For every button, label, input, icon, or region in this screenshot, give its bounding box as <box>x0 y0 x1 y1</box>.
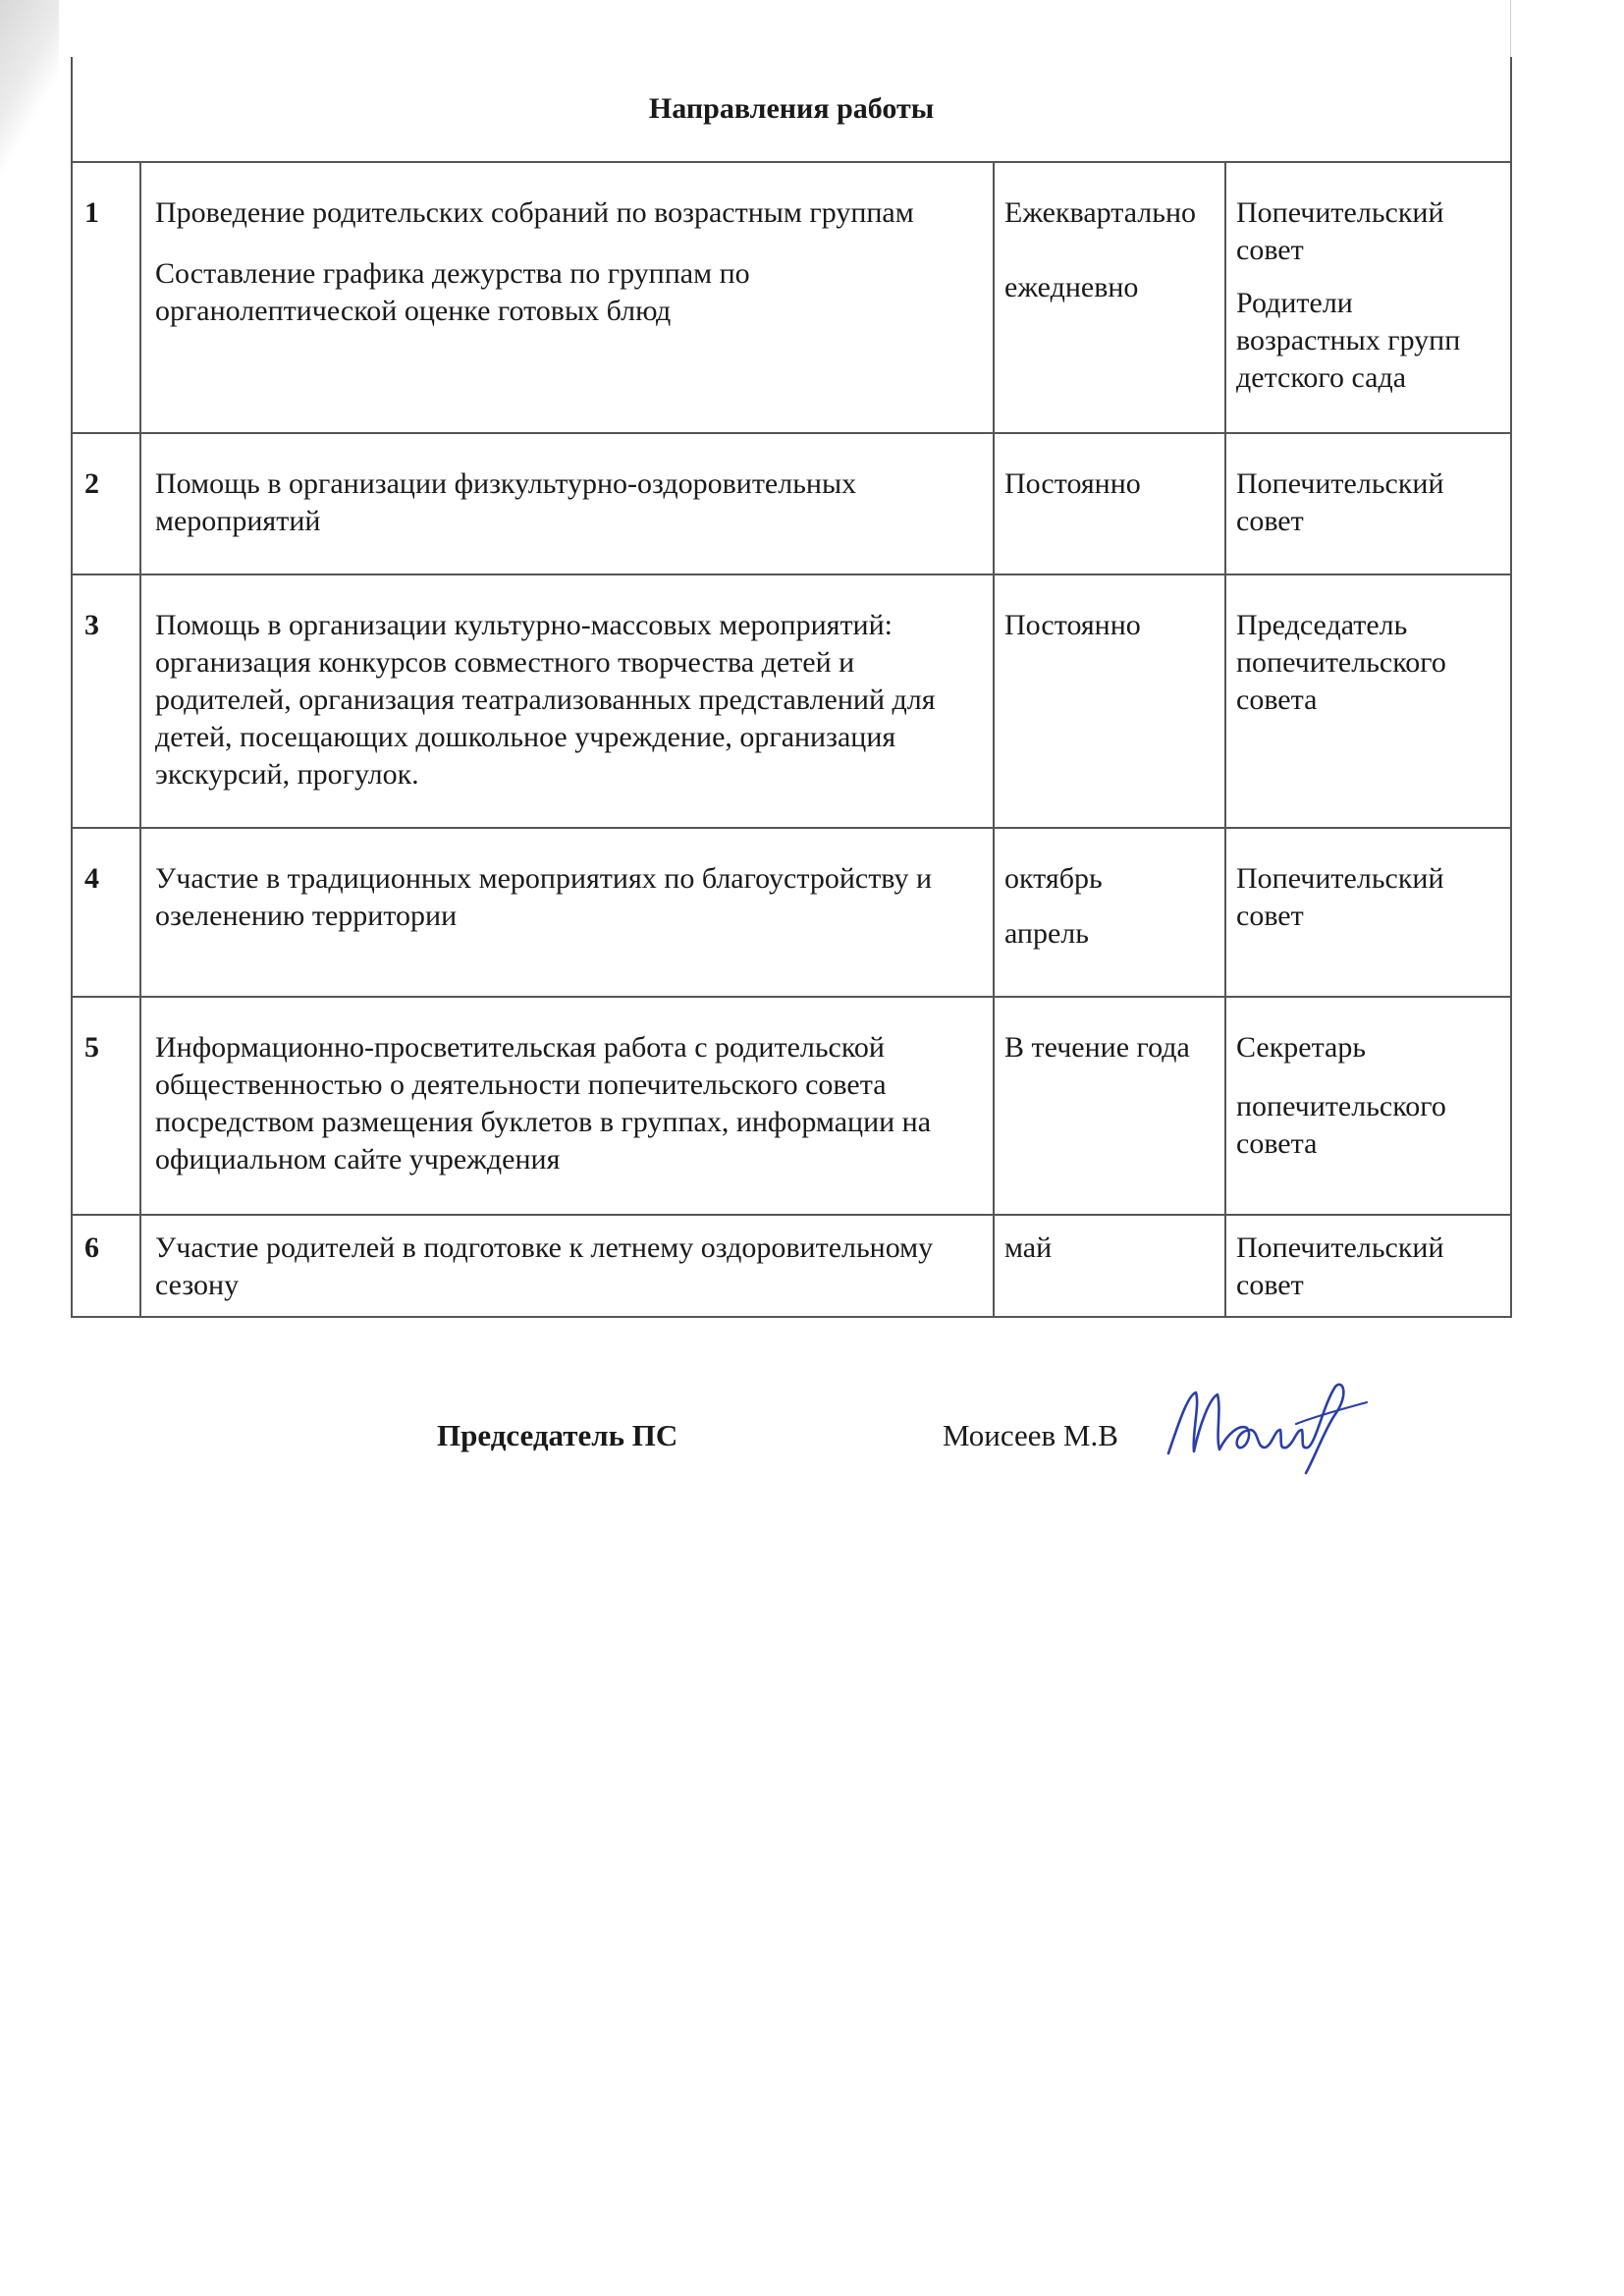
description-paragraph: Участие в традиционных мероприятиях по благоустройству и озеленению территории <box>155 862 933 932</box>
page-fold-shadow <box>0 0 59 196</box>
responsible-value: попечительского совета <box>1236 1090 1446 1160</box>
page-edge-line <box>1510 0 1511 59</box>
description-paragraph: Помощь в организации физкультурно-оздоровительных мероприятий <box>155 467 857 537</box>
row-description <box>140 433 994 574</box>
row-responsible <box>1225 433 1511 574</box>
table-header-row <box>72 57 1511 162</box>
row-description <box>140 997 994 1215</box>
responsible-value: Председатель попечительского совета <box>1236 609 1446 716</box>
signatory-title: Председатель ПС <box>437 1418 678 1452</box>
row-number: 1 <box>72 162 140 433</box>
signatory-name: Моисеев М.В <box>943 1418 1118 1452</box>
row-number: 6 <box>72 1215 140 1317</box>
row-description <box>140 162 994 433</box>
description-paragraph: Проведение родительских собраний по возрастным группам <box>155 196 914 229</box>
row-term <box>994 828 1225 997</box>
table-row <box>72 433 1511 574</box>
table-row <box>72 828 1511 997</box>
responsible-value: Попечительский совет <box>1236 196 1444 266</box>
table-header: Направления работы <box>72 57 1511 162</box>
term-value: октябрь <box>1004 862 1103 895</box>
term-value: апрель <box>1004 917 1089 950</box>
description-paragraph: Помощь в организации культурно-массовых мероприятий: организация конкурсов совместного творчества детей и родителей, организация театрализованных представлений для детей, посещающих дошкольное учреждение, организация экскурсий, прогулок. <box>155 609 936 791</box>
table-row <box>72 574 1511 828</box>
term-value: В течение года <box>1004 1031 1190 1064</box>
row-responsible <box>1225 828 1511 997</box>
row-term <box>994 162 1225 433</box>
responsible-value: Попечительский совет <box>1236 862 1444 932</box>
row-description <box>140 1215 994 1317</box>
term-value: ежедневно <box>1004 271 1139 303</box>
row-responsible <box>1225 997 1511 1215</box>
row-term <box>994 433 1225 574</box>
row-description <box>140 574 994 828</box>
row-responsible <box>1225 162 1511 433</box>
responsible-value: Родители возрастных групп детского сада <box>1236 287 1461 394</box>
row-description <box>140 828 994 997</box>
responsible-value: Попечительский совет <box>1236 1231 1444 1301</box>
description-paragraph: Информационно-просветительская работа с родительской общественностью о деятельности попечительского совета посредством размещения буклетов в группах, информации на официальном сайте учреждения <box>155 1031 932 1175</box>
signature-block <box>0 1406 1624 1495</box>
row-number: 4 <box>72 828 140 997</box>
term-value: Постоянно <box>1004 609 1141 641</box>
row-responsible <box>1225 1215 1511 1317</box>
table-row <box>72 162 1511 433</box>
row-term <box>994 1215 1225 1317</box>
handwritten-signature-icon <box>1149 1365 1375 1483</box>
row-term <box>994 574 1225 828</box>
table-row <box>72 997 1511 1215</box>
row-number: 3 <box>72 574 140 828</box>
description-paragraph: Участие родителей в подготовке к летнему оздоровительному сезону <box>155 1231 934 1301</box>
description-paragraph: Составление графика дежурства по группам по органолептической оценке готовых блюд <box>155 257 750 327</box>
term-value: Ежеквартально <box>1004 196 1196 229</box>
responsible-value: Секретарь <box>1236 1031 1367 1064</box>
row-term <box>994 997 1225 1215</box>
responsible-value: Попечительский совет <box>1236 467 1444 537</box>
row-number: 2 <box>72 433 140 574</box>
work-directions-table <box>71 57 1512 1318</box>
table-row <box>72 1215 1511 1317</box>
row-number: 5 <box>72 997 140 1215</box>
row-responsible <box>1225 574 1511 828</box>
term-value: Постоянно <box>1004 467 1141 500</box>
term-value: май <box>1004 1231 1053 1264</box>
